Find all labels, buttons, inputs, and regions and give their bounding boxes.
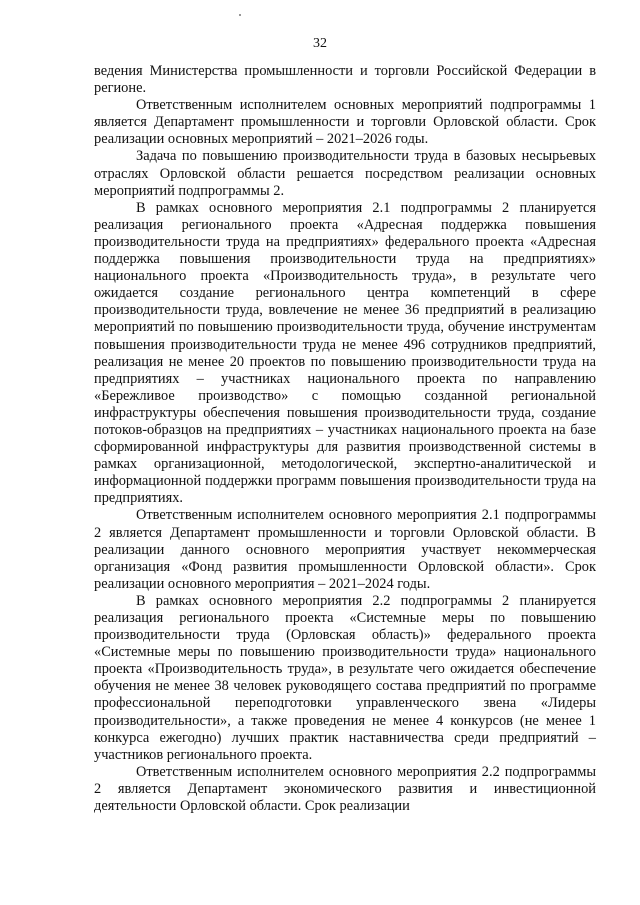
paragraph-continuation: ведения Министерства промышленности и торговли Российской Федерации в регионе. xyxy=(94,63,596,97)
page-number: 32 xyxy=(313,36,327,51)
scan-speck xyxy=(239,14,241,16)
document-body xyxy=(94,63,596,815)
paragraph-responsible-measure-2-2: Ответственным исполнителем основного мероприятия 2.2 подпрограммы 2 является Департамент экономического развития и инвестиционной деятельности Орловской области. Срок реализации xyxy=(94,763,596,815)
paragraph-measure-2-1: В рамках основного мероприятия 2.1 подпрограммы 2 планируется реализация регионального проекта «Адресная поддержка повышения производительности труда на предприятиях» федерального проекта «Адресная поддержка повышения производительности труда на предприятиях» национального проекта «Производительность труда», в результате чего ожидается создание регионального центра компетенций в сфере производительности труда, вовлечение не менее 36 предприятий в реализацию мероприятий по повышению производительности труда, обучение инструментам повышения производительности труда не менее 496 сотрудников предприятий, реализация не менее 20 проектов по повышению производительности труда на предприятиях – участниках национального проекта по направлению «Бережливое производство» с помощью созданной региональной инфраструктуры обеспечения повышения производительности труда, создание потоков-образцов на предприятиях – участниках национального проекта на базе сформированной инфраструктуры для развития производственной системы в рамках организационной, методологической, экспертно-аналитической и информационной поддержки программ повышения производительности труда на предприятиях. xyxy=(94,199,596,507)
paragraph-measure-2-2: В рамках основного мероприятия 2.2 подпрограммы 2 планируется реализация регионального проекта «Системные меры по повышению производительности труда (Орловская область)» федерального проекта «Системные меры по повышению производительности труда» национального проекта «Производительность труда», в результате чего ожидается обеспечение обучения не менее 38 человек руководящего состава предприятий по программе профессиональной переподготовки управленческого звена «Лидеры производительности», а также проведения не менее 4 конкурсов (не менее 1 конкурса ежегодно) лучших практик наставничества среди предприятий – участников регионального проекта. xyxy=(94,592,596,763)
paragraph-productivity-task: Задача по повышению производительности труда в базовых несырьевых отраслях Орловской области решается посредством реализации основных мероприятий подпрограммы 2. xyxy=(94,148,596,199)
paragraph-responsible-subprogram-1: Ответственным исполнителем основных мероприятий подпрограммы 1 является Департамент промышленности и торговли Орловской области. Срок реализации основных мероприятий – 2021–2026 годы. xyxy=(94,97,596,148)
paragraph-responsible-measure-2-1: Ответственным исполнителем основного мероприятия 2.1 подпрограммы 2 является Департамент промышленности и торговли Орловской области. В реализации данного основного мероприятия участвует некоммерческая организация «Фонд развития промышленности Орловской области». Срок реализации основного мероприятия – 2021–2024 годы. xyxy=(94,507,596,592)
